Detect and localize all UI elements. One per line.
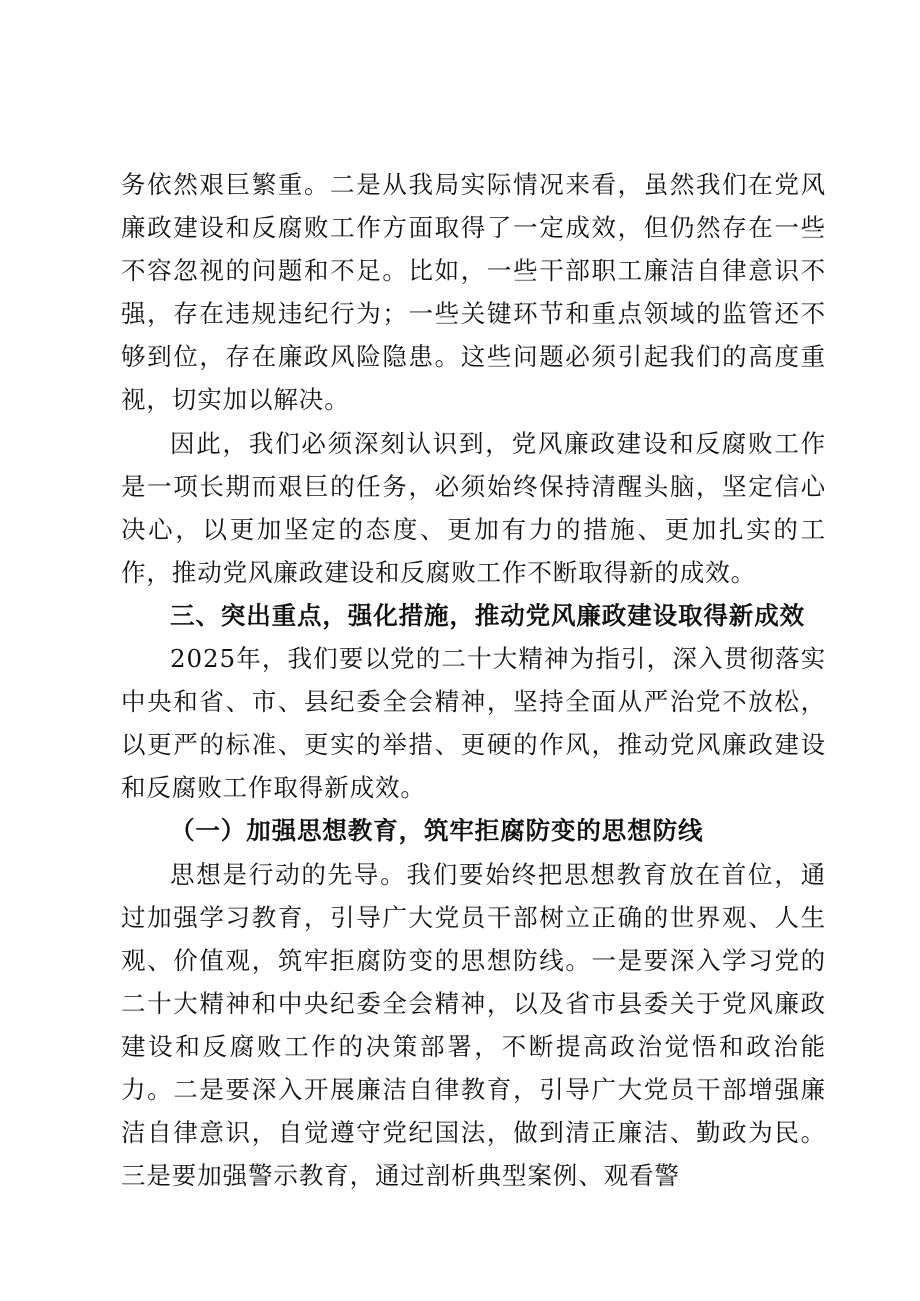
paragraph-continuation: 务依然艰巨繁重。二是从我局实际情况来看，虽然我们在党风廉政建设和反腐败工作方面取得了一定成效，但仍然存在一些不容忽视的问题和不足。比如，一些干部职工廉洁自律意识不强，存在违规违纪行为；一些关键环节和重点领域的监管还不够到位，存在廉政风险隐患。这些问题必须引起我们的高度重视，切实加以解决。 bbox=[121, 170, 826, 415]
section-heading-three: 三、突出重点，强化措施，推动党风廉政建设取得新成效 bbox=[170, 600, 805, 630]
paragraph-therefore: 因此，我们必须深刻认识到，党风廉政建设和反腐败工作是一项长期而艰巨的任务，必须始终保持清醒头脑，坚定信心决心，以更加坚定的态度、更加有力的措施、更加扎实的工作，推动党风廉政建设和反腐败工作不断取得新的成效。 bbox=[121, 428, 826, 587]
document-body bbox=[121, 163, 826, 1197]
paragraph-ideological-education: 思想是行动的先导。我们要始终把思想教育放在首位，通过加强学习教育，引导广大党员干部树立正确的世界观、人生观、价值观，筑牢拒腐防变的思想防线。一是要深入学习党的二十大精神和中央纪委全会精神，以及省市县委关于党风廉政建设和反腐败工作的决策部署，不断提高政治觉悟和政治能力。二是要深入开展廉洁自律教育，引导广大党员干部增强廉洁自律意识，自觉遵守党纪国法，做到清正廉洁、勤政为民。三是要加强警示教育，通过剖析典型案例、观看警 bbox=[121, 859, 826, 1191]
paragraph-2025-goals: 2025年，我们要以党的二十大精神为指引，深入贯彻落实中央和省、市、县纪委全会精神，坚持全面从严治党不放松，以更严的标准、更实的举措、更硬的作风，推动党风廉政建设和反腐败工作取得新成效。 bbox=[121, 644, 826, 803]
subsection-heading-one: （一）加强思想教育，筑牢拒腐防变的思想防线 bbox=[170, 816, 704, 846]
